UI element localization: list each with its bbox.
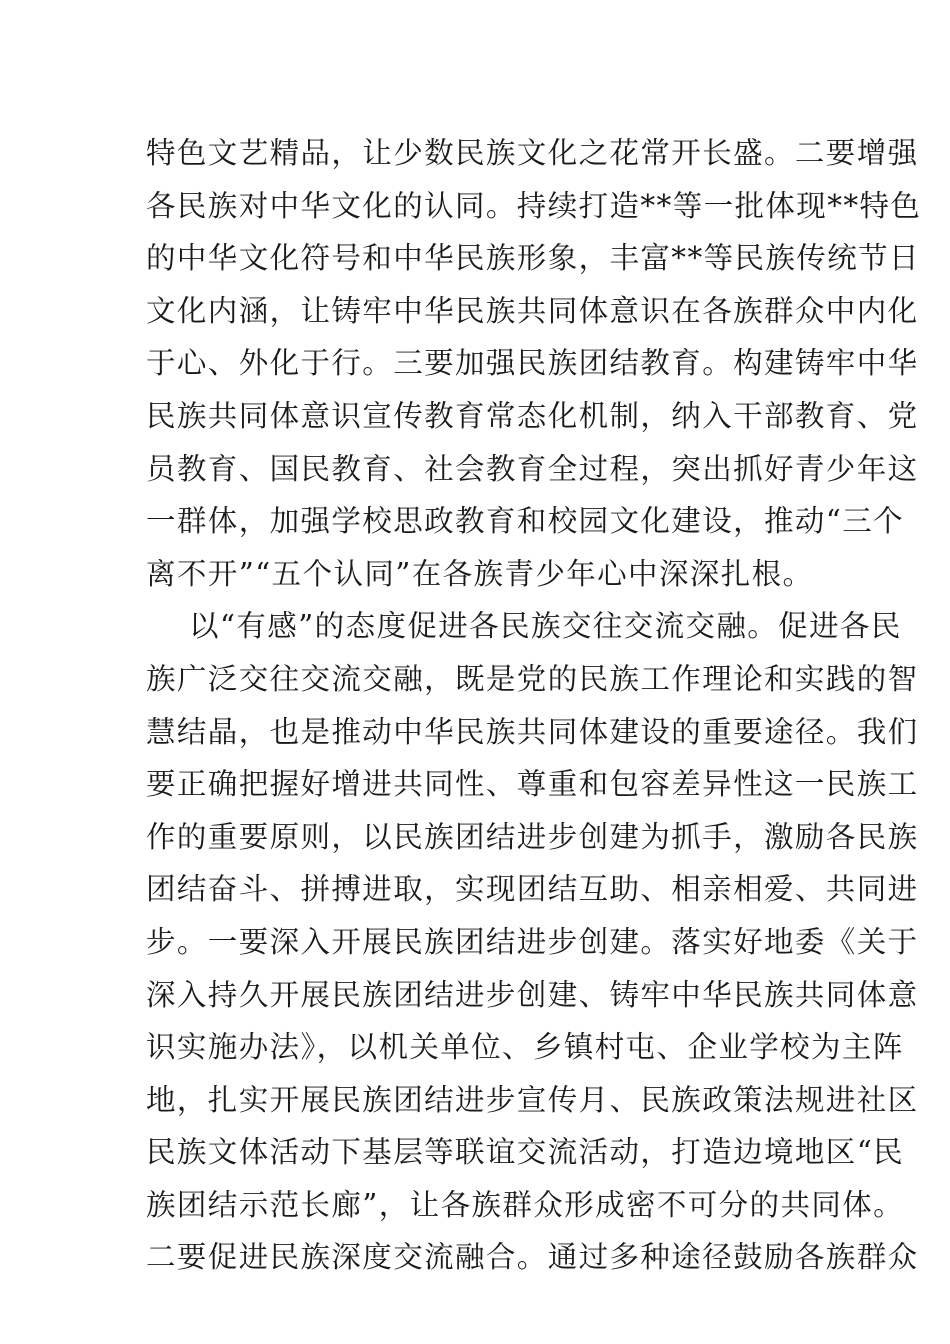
text-line: 识实施办法》，以机关单位、乡镇村屯、企业学校为主阵 xyxy=(146,1030,904,1065)
text-line: 一群体，加强学校思政教育和校园文化建设，推动“三个 xyxy=(146,504,905,539)
text-line: 深入持久开展民族团结进步创建、铸牢中华民族共同体意 xyxy=(146,977,919,1012)
text-line: 特色文艺精品，让少数民族文化之花常开长盛。二要增强 xyxy=(146,136,919,170)
text-line: 文化内涵，让铸牢中华民族共同体意识在各族群众中内化 xyxy=(146,293,919,328)
text-line: 离不开”“五个认同”在各族青少年心中深深扎根。 xyxy=(146,556,814,591)
body-text xyxy=(146,127,922,1284)
text-line: 民族文体活动下基层等联谊交流活动，打造边境地区“民 xyxy=(146,1135,905,1170)
text-line: 地，扎实开展民族团结进步宣传月、民族政策法规进社区 xyxy=(146,1082,919,1117)
text-line: 要正确把握好增进共同性、尊重和包容差异性这一民族工 xyxy=(146,767,919,802)
text-line: 于心、外化于行。三要加强民族团结教育。构建铸牢中华 xyxy=(146,346,919,381)
text-line: 步。一要深入开展民族团结进步创建。落实好地委《关于 xyxy=(146,924,919,959)
text-line: 的中华文化符号和中华民族形象，丰富**等民族传统节日 xyxy=(146,241,920,276)
text-line: 族广泛交往交流交融，既是党的民族工作理论和实践的智 xyxy=(146,661,919,696)
text-line: 各民族对中华文化的认同。持续打造**等一批体现**特色 xyxy=(146,188,922,223)
text-line: 二要促进民族深度交流融合。通过多种途径鼓励各族群众 xyxy=(146,1240,919,1275)
paragraph-start-line: 以“有感”的态度促进各民族交往交流交融。促进各民 xyxy=(189,609,902,644)
text-line: 作的重要原则，以民族团结进步创建为抓手，激励各民族 xyxy=(146,819,919,854)
text-line: 团结奋斗、拼搏进取，实现团结互助、相亲相爱、共同进 xyxy=(146,872,919,907)
text-line: 慧结晶，也是推动中华民族共同体建设的重要途径。我们 xyxy=(146,714,919,749)
text-line: 员教育、国民教育、社会教育全过程，突出抓好青少年这 xyxy=(146,451,919,486)
text-line: 民族共同体意识宣传教育常态化机制，纳入干部教育、党 xyxy=(146,398,919,433)
text-line: 族团结示范长廊”，让各族群众形成密不可分的共同体。 xyxy=(146,1187,905,1222)
